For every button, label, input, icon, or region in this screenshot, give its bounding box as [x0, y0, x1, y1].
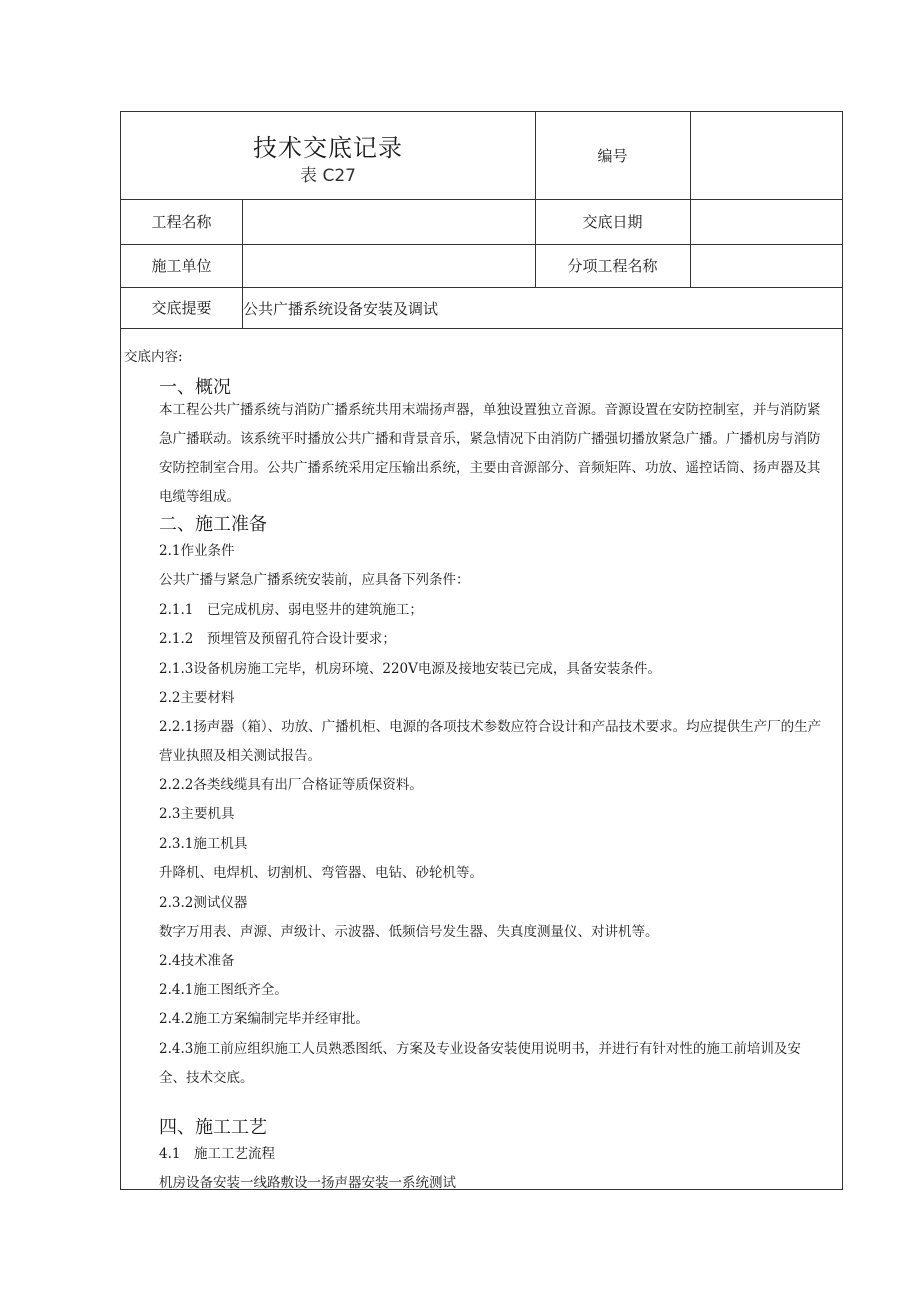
list-item: 2.3.1施工机具 — [159, 836, 248, 852]
list-item: 2.4.2施工方案编制完毕并经审批。 — [159, 1011, 369, 1027]
section-heading: 二、施工准备 — [159, 514, 267, 535]
contractor-label: 施工单位 — [151, 257, 212, 275]
paragraph: 本工程公共广播系统与消防广播系统共用末端扬声器，单独设置独立音源。音源设置在安防控制室，并与消防紧急广播联动。该系统平时播放公共广播和背景音乐，紧急情况下由消防广播强切播放紧急广播。广播机房与消防安防控制室合用。公共广播系统采用定压输出系统，主要由音源部分、音频矩阵、功放、遥控话筒、扬声器及其电缆等组成。 — [159, 402, 821, 505]
technical-disclosure-form — [120, 111, 843, 1190]
content-label: 交底内容: — [124, 349, 183, 365]
section-heading: 四、施工工艺 — [159, 1117, 267, 1138]
date-value[interactable] — [690, 199, 842, 244]
list-item: 2.4.1施工图纸齐全。 — [159, 982, 288, 998]
subproject-value[interactable] — [690, 244, 842, 287]
row-divider — [121, 328, 842, 329]
subproject-label: 分项工程名称 — [567, 257, 658, 275]
list-item: 2.2.2各类线缆具有出厂合格证等质保资料。 — [159, 777, 423, 793]
list-item: 2.1.3设备机房施工完毕，机房环境、220V电源及接地安装已完成，具备安装条件。 — [159, 661, 661, 677]
subsection-title: 2.1作业条件 — [159, 543, 235, 559]
section-heading: 一、概况 — [159, 377, 231, 398]
subsection-title: 2.4技术准备 — [159, 953, 235, 969]
paragraph: 数字万用表、声源、声级计、示波器、低频信号发生器、失真度测量仪、对讲机等。 — [159, 924, 659, 940]
form-code: 表 C27 — [300, 166, 356, 186]
subsection-title: 4.1 施工工艺流程 — [159, 1146, 275, 1162]
paragraph: 升降机、电焊机、切割机、弯管器、电钻、砂轮机等。 — [159, 865, 483, 881]
date-label: 交底日期 — [582, 213, 643, 231]
project-name-value[interactable] — [242, 199, 535, 244]
subsection-title: 2.3主要机具 — [159, 806, 235, 822]
summary-label: 交底提要 — [151, 299, 212, 317]
project-name-label: 工程名称 — [151, 213, 212, 231]
paragraph: 公共广播与紧急广播系统安装前，应具备下列条件： — [159, 572, 470, 588]
contractor-value[interactable] — [242, 244, 535, 287]
summary-value: 公共广播系统设备安装及调试 — [243, 299, 439, 318]
number-value[interactable] — [690, 112, 842, 199]
list-item: 2.4.3施工前应组织施工人员熟悉图纸、方案及专业设备安装使用说明书，并进行有针对性的施工前培训及安全、技术交底。 — [159, 1041, 801, 1086]
paragraph: 机房设备安装一线路敷设一扬声器安装一系统测试 — [159, 1175, 456, 1191]
number-label: 编号 — [597, 147, 628, 165]
list-item: 2.2.1扬声器（箱）、功放、广播机柜、电源的各项技术参数应符合设计和产品技术要求。均应提供生产厂的生产营业执照及相关测试报告。 — [159, 719, 822, 764]
subsection-title: 2.2主要材料 — [159, 690, 235, 706]
list-item: 2.3.2测试仪器 — [159, 895, 248, 911]
list-item: 2.1.2 预埋管及预留孔符合设计要求； — [159, 631, 396, 647]
list-item: 2.1.1 已完成机房、弱电竖井的建筑施工； — [159, 602, 423, 618]
form-title: 技术交底记录 — [253, 134, 403, 162]
